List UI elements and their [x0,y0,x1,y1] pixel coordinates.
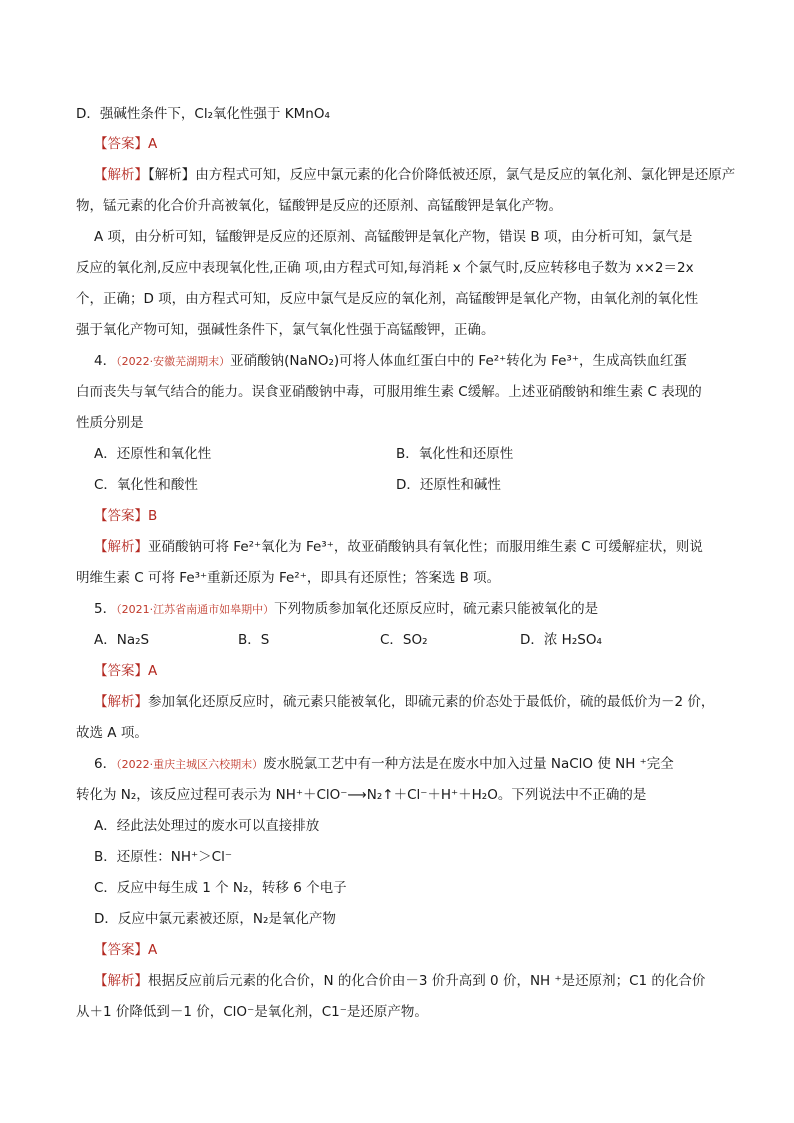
q6-stem-text: 废水脱氯工艺中有一种方法是在废水中加入过量 NaClO 使 NH ⁺完全 [263,756,674,772]
q5-option-d: D．浓 H₂SO₄ [520,632,602,648]
q5-options-row [94,630,744,650]
q5-number: 5． [94,601,117,617]
q6-analysis-line1 [94,971,744,991]
q4-option-d: D．还原性和碱性 [396,477,501,493]
q5-source-tag: （2021·江苏省南通市如皋期中） [116,603,275,616]
q4-options-row1 [94,444,744,464]
q4-option-a: A．还原性和氧化性 [94,446,212,462]
q6-option-a: A．经此法处理过的废水可以直接排放 [94,818,320,834]
q4-source-tag: （2022·安徽芜湖期末） [116,355,231,368]
q5-option-c: C．SO₂ [380,632,428,648]
q6-option-d: D．反应中氯元素被还原，N₂是氧化产物 [94,911,336,927]
q5-analysis-line2: 故选 A 项。 [76,725,148,741]
analysis-label: 【解析】 [94,539,148,555]
q6-stem-line2: 转化为 N₂，该反应过程可表示为 NH⁺＋ClO⁻⟶N₂↑＋Cl⁻＋H⁺＋H₂O。下列说法中不正确的是 [76,787,647,803]
q4-stem-line1 [94,351,744,372]
q6-analysis-line2: 从＋1 价降低到－1 价，ClO⁻是氧化剂，C1⁻是还原产物。 [76,1004,428,1020]
q3-answer: 【答案】A [94,136,158,152]
analysis-text: 参加氧化还原反应时，硫元素只能被氧化，即硫元素的价态处于最低价，硫的最低价为－2 价， [148,694,715,710]
q4-option-b: B．氧化性和还原性 [396,446,514,462]
q3-option-d: D．强碱性条件下，Cl₂氧化性强于 KMnO₄ [76,106,330,122]
q5-stem-text: 下列物质参加氧化还原反应时，硫元素只能被氧化的是 [274,601,599,617]
q5-analysis-line1 [94,692,744,712]
analysis-label: 【解析】 [94,694,148,710]
q3-analysis-line6: 强于氧化产物可知，强碱性条件下，氯气氧化性强于高锰酸钾，正确。 [76,322,495,338]
q6-stem-line1 [94,754,744,775]
q6-answer: 【答案】A [94,942,158,958]
q4-analysis-line1 [94,537,744,557]
q4-stem-line2: 白而丧失与氧气结合的能力。误食亚硝酸钠中毒，可服用维生素 C缓解。上述亚硝酸钠和维生素 C 表现的 [76,384,702,400]
q5-option-b: B．S [238,632,270,648]
q4-stem-text: 亚硝酸钠(NaNO₂)可将人体血红蛋白中的 Fe²⁺转化为 Fe³⁺，生成高铁血红蛋 [230,353,687,369]
analysis-text: 根据反应前后元素的化合价，N 的化合价由－3 价升高到 0 价，NH ⁺是还原剂；C1 的化合价 [148,973,706,989]
q6-source-tag: （2022·重庆主城区六校期末） [116,758,264,771]
q6-option-b: B．还原性：NH⁺＞Cl⁻ [94,849,232,865]
q4-analysis-line2: 明维生素 C 可将 Fe³⁺重新还原为 Fe²⁺，即具有还原性；答案选 B 项。 [76,570,501,586]
q4-answer: 【答案】B [94,508,158,524]
analysis-text: 【解析】由方程式可知，反应中氯元素的化合价降低被还原，氯气是反应的氧化剂、氯化钾是还原产 [148,167,736,183]
q4-number: 4． [94,353,117,369]
q3-analysis-line3: A 项，由分析可知，锰酸钾是反应的还原剂、高锰酸钾是氧化产物，错误 B 项，由分析可知，氯气是 [94,229,693,245]
q3-analysis-line4: 反应的氧化剂,反应中表现氧化性,正确 项,由方程式可知,每消耗 x 个氯气时,反应转移电子数为 x×2＝2x [76,260,694,276]
q5-stem [94,599,744,620]
q6-option-c: C．反应中每生成 1 个 N₂，转移 6 个电子 [94,880,347,896]
q5-answer: 【答案】A [94,663,158,679]
analysis-label: 【解析】 [94,167,148,183]
q4-option-c: C．氧化性和酸性 [94,477,198,493]
q6-number: 6． [94,756,117,772]
q5-option-a: A．Na₂S [94,632,150,648]
analysis-text: 亚硝酸钠可将 Fe²⁺氧化为 Fe³⁺，故亚硝酸钠具有氧化性；而服用维生素 C 可缓解症状，则说 [148,539,703,555]
q4-options-row2 [94,475,744,495]
q3-analysis-line1 [94,165,744,185]
q4-stem-line3: 性质分别是 [76,415,144,431]
analysis-label: 【解析】 [94,973,148,989]
q3-analysis-line5: 个，正确；D 项，由方程式可知，反应中氯气是反应的氧化剂，高锰酸钾是氧化产物，由氧化剂的氧化性 [76,291,699,307]
q3-analysis-line2: 物，锰元素的化合价升高被氧化，锰酸钾是反应的还原剂、高锰酸钾是氧化产物。 [76,198,562,214]
